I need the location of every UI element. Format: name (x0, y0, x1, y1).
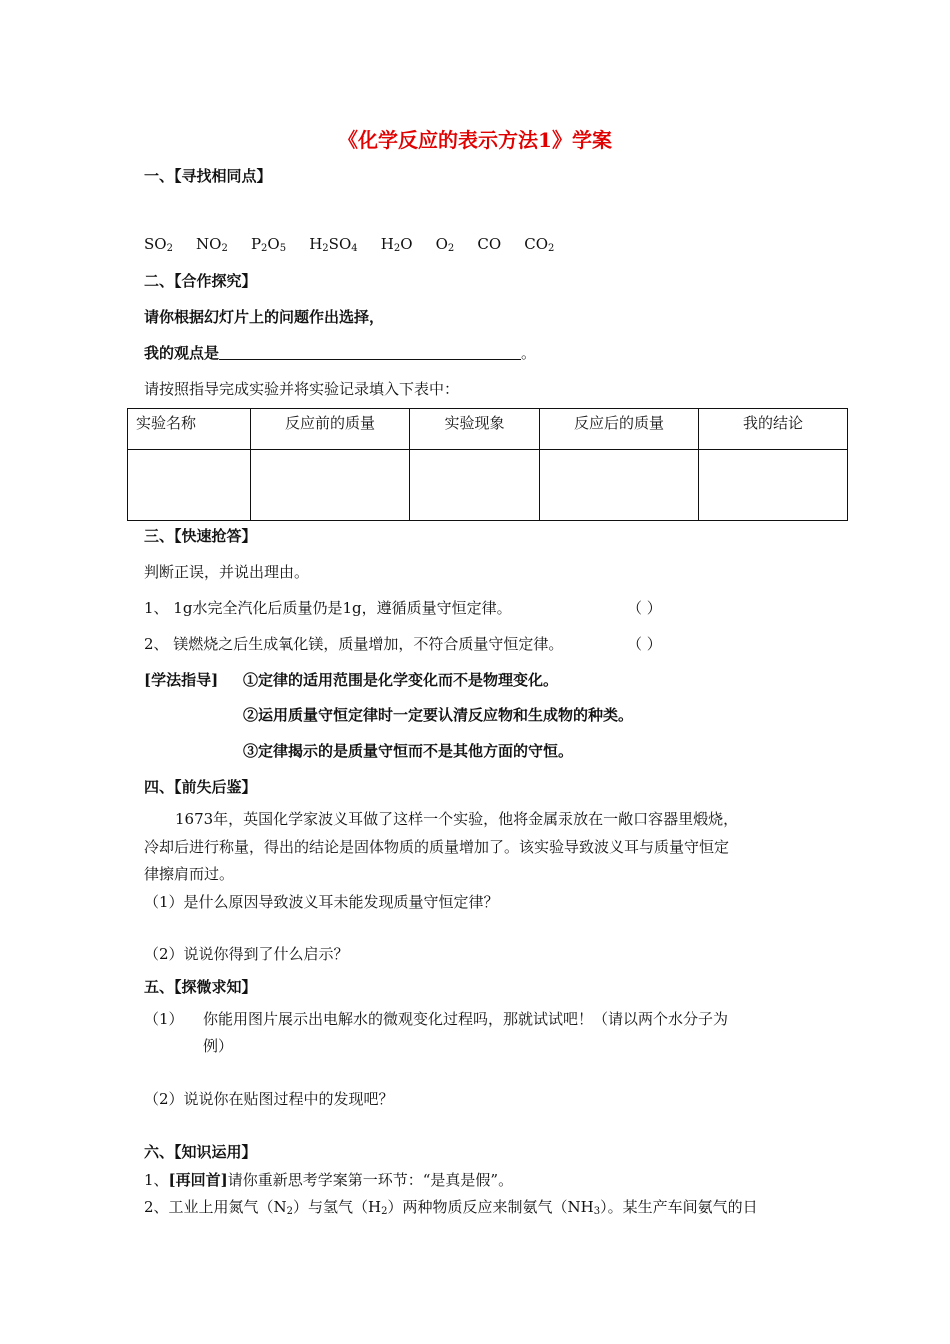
section-5-heading: 五、【探微求知】 (144, 978, 257, 996)
apply-item-2-text-a: 2、工业上用氮气（N (144, 1198, 287, 1216)
table-cell[interactable] (128, 450, 251, 521)
formula-co2: $CO_2$ (524, 235, 555, 254)
table-header-row (128, 409, 848, 450)
view-line (144, 342, 536, 363)
formula-p2o5: $P_2O_5$ (250, 235, 287, 254)
apply-item-2-sub-a: 2 (286, 1206, 294, 1217)
formula-so2: $SO_2$ (144, 235, 173, 254)
question-1: 1、 1g水完全汽化后质量仍是1g，遵循质量守恒定律。 (144, 599, 512, 617)
table-header-cell: 我的结论 (699, 409, 848, 450)
apply-item-2-sub-c: 3 (593, 1206, 601, 1217)
table-cell[interactable] (410, 450, 540, 521)
guide-item-3: ③定律揭示的是质量守恒而不是其他方面的守恒。 (243, 742, 574, 760)
table-cell[interactable] (699, 450, 848, 521)
apply-item-2-text-d: ）。某生产车间氨气的日 (600, 1198, 758, 1216)
view-end: 。 (521, 344, 537, 362)
story-line-3: 律擦肩而过。 (144, 865, 235, 883)
section-3-heading: 三、【快速抢答】 (144, 527, 257, 545)
table-header-cell: 反应前的质量 (251, 409, 410, 450)
story-question-1: （1）是什么原因导致波义耳未能发现质量守恒定律？ (144, 893, 499, 911)
guide-label: [学法指导] (144, 671, 219, 689)
question-2: 2、 镁燃烧之后生成氧化镁，质量增加，不符合质量守恒定律。 (144, 635, 564, 653)
story-question-2: （2）说说你得到了什么启示？ (144, 945, 349, 963)
story-line-1: 1673年，英国化学家波义耳做了这样一个实验，他将金属汞放在一敞口容器里煅烧， (175, 810, 739, 828)
apply-item-1 (144, 1169, 513, 1190)
guide-item-1: ①定律的适用范围是化学变化而不是物理变化。 (243, 671, 559, 689)
micro-question-2: （2）说说你在贴图过程中的发现吧？ (144, 1090, 394, 1108)
apply-item-2-text-c: ）两种物质反应来制氨气（NH (387, 1198, 594, 1216)
formula-co: CO (477, 235, 502, 253)
apply-item-2-text-b: ）与氢气（H (293, 1198, 382, 1216)
table-instruction: 请按照指导完成实验并将实验记录填入下表中： (144, 380, 460, 398)
apply-item-2-sub-b: 2 (381, 1206, 388, 1217)
formula-no2: $NO_2$ (196, 235, 228, 254)
table-cell[interactable] (251, 450, 410, 521)
micro-q1-line-2: 例） (203, 1037, 234, 1055)
view-answer-blank[interactable] (219, 345, 521, 360)
story-line-2: 冷却后进行称量，得出的结论是固体物质的质量增加了。该实验导致波义耳与质量守恒定 (144, 838, 730, 856)
section-6-heading: 六、【知识运用】 (144, 1143, 257, 1161)
choice-prompt: 请你根据幻灯片上的问题作出选择， (144, 308, 385, 326)
section-4-heading: 四、【前失后鉴】 (144, 778, 257, 796)
section-2-heading: 二、【合作探究】 (144, 272, 257, 290)
formula-o2: $O_2$ (435, 235, 455, 254)
formula-h2so4: $H_2SO_4$ (309, 235, 358, 254)
answer-paren-1[interactable]: （ ） (627, 599, 662, 617)
apply-item-2 (144, 1196, 758, 1217)
judge-intro: 判断正误，并说出理由。 (144, 563, 310, 581)
table-header-cell: 反应后的质量 (540, 409, 699, 450)
page-title: 《化学反应的表示方法1》学案 (338, 128, 612, 152)
table-header-cell: 实验现象 (410, 409, 540, 450)
table-row (128, 450, 848, 521)
apply-item-1-number: 1、 (144, 1171, 169, 1189)
micro-q1-line-1: 你能用图片展示出电解水的微观变化过程吗，那就试试吧！（请以两个水分子为 (203, 1010, 729, 1028)
formula-h2o: $H_2O$ (380, 235, 413, 254)
answer-paren-2[interactable]: （ ） (627, 635, 662, 653)
guide-item-2: ②运用质量守恒定律时一定要认清反应物和生成物的种类。 (243, 706, 634, 724)
apply-item-1-tag: [再回首] (168, 1171, 228, 1189)
apply-item-1-text: 请你重新思考学案第一环节：“是真是假”。 (227, 1171, 514, 1189)
section-1-heading: 一、【寻找相同点】 (144, 167, 272, 185)
formula-list (144, 234, 572, 254)
table-header-cell: 实验名称 (128, 409, 251, 450)
experiment-table (127, 408, 848, 521)
micro-q1-number: （1） (144, 1010, 184, 1028)
view-label: 我的观点是 (144, 344, 220, 362)
table-cell[interactable] (540, 450, 699, 521)
